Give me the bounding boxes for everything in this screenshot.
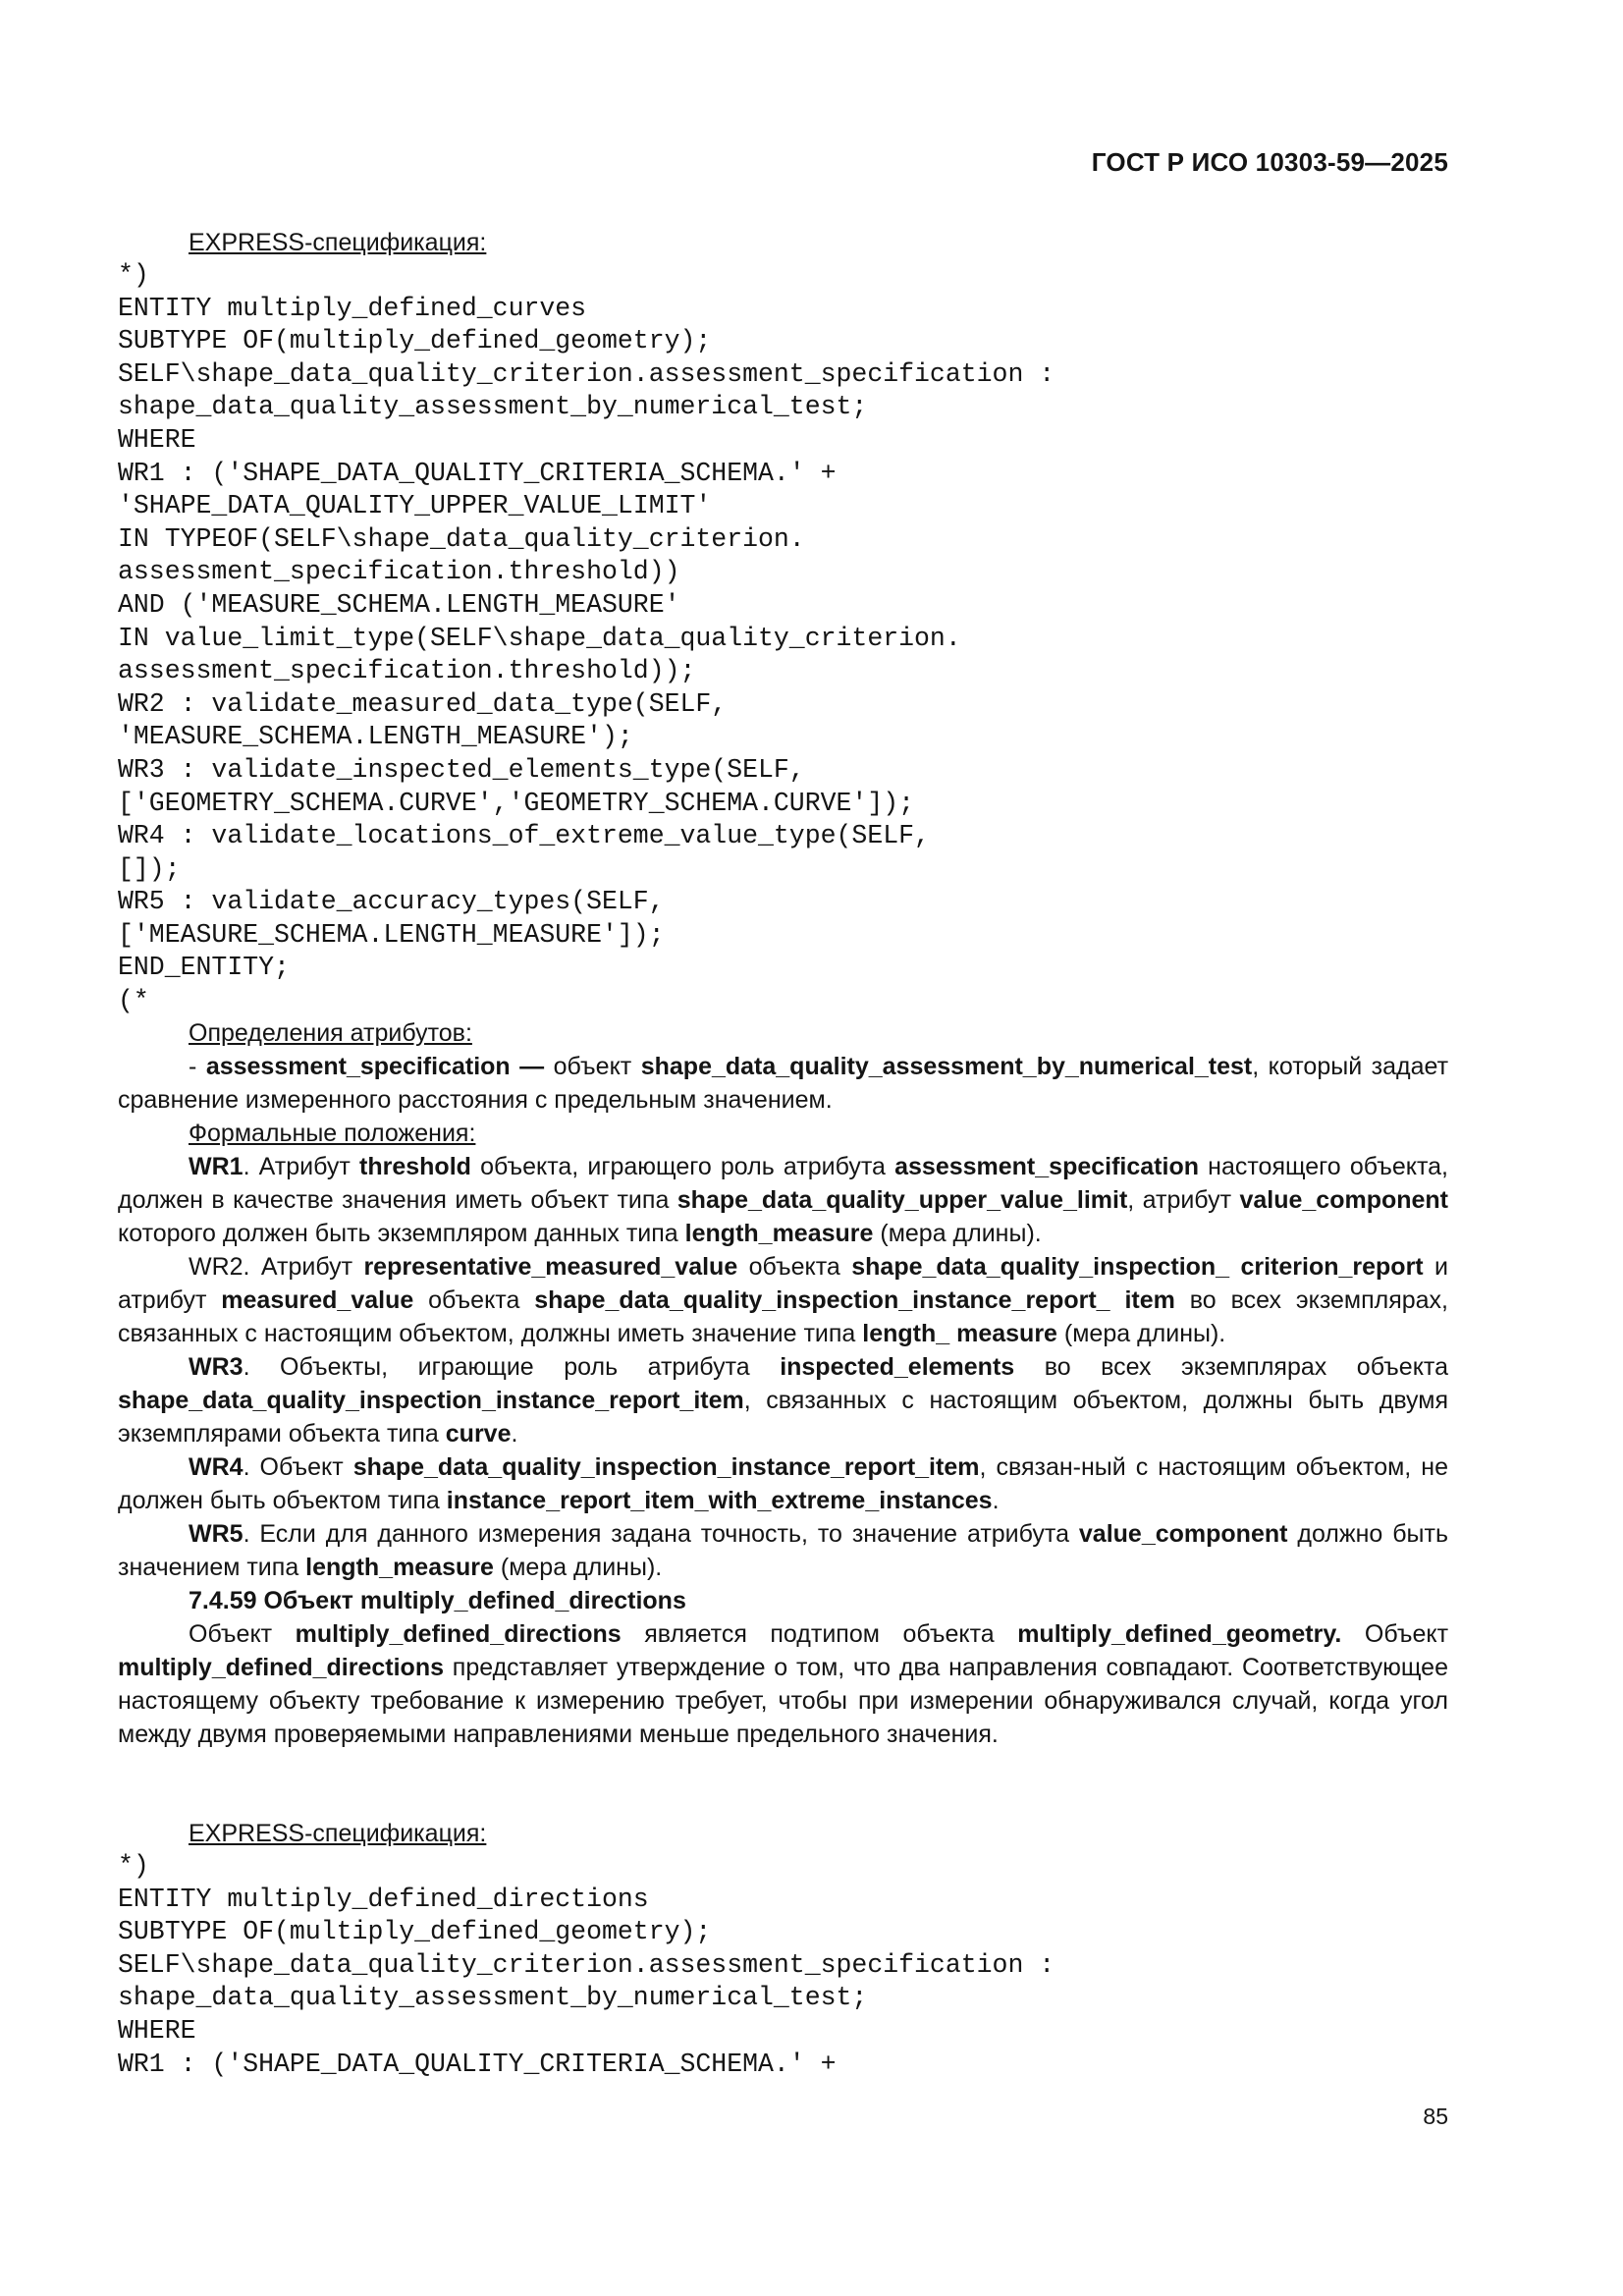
code-line: WR3 : validate_inspected_elements_type(SELF, <box>118 754 805 785</box>
express-spec-label: EXPRESS-спецификация: <box>189 229 487 256</box>
code-line: 'MEASURE_SCHEMA.LENGTH_MEASURE'); <box>118 722 633 752</box>
code-line: *) <box>118 260 149 290</box>
page-number: 85 <box>1423 2104 1448 2129</box>
express-block-2 <box>118 1817 1448 2081</box>
code-line: SUBTYPE OF(multiply_defined_geometry); <box>118 1917 712 1947</box>
code-listing-2 <box>118 1850 1448 2081</box>
rule-wr3: WR3. Объекты, играющие роль атрибута inspected_elements во всех экземплярах объекта shape_data_quality_inspection_instance_report_item, связанных с настоящим объектом, должны быть двумя экземплярами объекта типа curve. <box>118 1353 1449 1448</box>
code-line: WR4 : validate_locations_of_extreme_value_type(SELF, <box>118 821 930 851</box>
code-line: IN value_limit_type(SELF\shape_data_quality_criterion. <box>118 623 961 653</box>
code-line: assessment_specification.threshold)); <box>118 656 696 686</box>
attribute-definition: - assessment_specification — объект shape_data_quality_assessment_by_numerical_test, который задает сравнение измеренного расстояния с предельным значением. <box>118 1053 1449 1114</box>
section-heading: 7.4.59 Объект multiply_defined_directions <box>189 1587 686 1614</box>
code-line: WHERE <box>118 424 196 455</box>
formal-label: Формальные положения: <box>189 1120 476 1147</box>
code-line: ENTITY multiply_defined_directions <box>118 1884 649 1914</box>
rule-wr1: WR1. Атрибут threshold объекта, играющего роль атрибута assessment_specification настоящего объекта, должен в качестве значения иметь объект типа shape_data_quality_upper_value_limit, атрибут value_component которого должен быть экземпляром данных типа length_measure (мера длины). <box>118 1153 1449 1247</box>
entity-intro: Объект multiply_defined_directions является подтипом объекта multiply_defined_geometry. Объект multiply_defined_directions представляет утверждение о том, что два направления совпадают. Соответствующее настоящему объекту требование к измерению требует, чтобы при измерении обнаруживался случай, когда угол между двумя проверяемыми направлениями меньше предельного значения. <box>118 1620 1449 1748</box>
code-line: []); <box>118 853 181 884</box>
standard-header: ГОСТ Р ИСО 10303-59—2025 <box>1091 147 1448 177</box>
code-line: shape_data_quality_assessment_by_numerical_test; <box>118 392 868 422</box>
attributes-label: Определения атрибутов: <box>189 1019 472 1047</box>
code-line: shape_data_quality_assessment_by_numerical_test; <box>118 1983 868 2013</box>
code-line: SELF\shape_data_quality_criterion.assessment_specification : <box>118 1949 1055 1980</box>
code-line: ENTITY multiply_defined_curves <box>118 293 587 323</box>
code-line: WR1 : ('SHAPE_DATA_QUALITY_CRITERIA_SCHEMA.' + <box>118 458 837 488</box>
express-block-1 <box>118 226 1448 1018</box>
description-block <box>118 1016 1448 1751</box>
code-line: SUBTYPE OF(multiply_defined_geometry); <box>118 326 712 356</box>
code-line: 'SHAPE_DATA_QUALITY_UPPER_VALUE_LIMIT' <box>118 491 712 521</box>
code-line: WHERE <box>118 2015 196 2046</box>
code-line: WR5 : validate_accuracy_types(SELF, <box>118 887 665 917</box>
code-line: (* <box>118 986 149 1016</box>
code-line: WR2 : validate_measured_data_type(SELF, <box>118 688 728 719</box>
code-line: WR1 : ('SHAPE_DATA_QUALITY_CRITERIA_SCHEMA.' + <box>118 2049 837 2079</box>
rule-wr4: WR4. Объект shape_data_quality_inspection_instance_report_item, связан-ный с настоящим объектом, не должен быть объектом типа instance_report_item_with_extreme_instances. <box>118 1453 1448 1514</box>
code-line: assessment_specification.threshold)) <box>118 557 680 587</box>
code-listing-1 <box>118 259 1448 1018</box>
rule-wr5: WR5. Если для данного измерения задана точность, то значение атрибута value_component должно быть значением типа length_measure (мера длины). <box>118 1520 1448 1581</box>
code-line: END_ENTITY; <box>118 953 290 983</box>
rule-wr2: WR2. Атрибут representative_measured_value объекта shape_data_quality_inspection_ criterion_report и атрибут measured_value объекта shape_data_quality_inspection_instance_report_ item во всех экземплярах, связанных с настоящим объектом, должны иметь значение типа length_ measure (мера длины). <box>118 1253 1449 1347</box>
code-line: AND ('MEASURE_SCHEMA.LENGTH_MEASURE' <box>118 589 680 620</box>
express-spec-label-2: EXPRESS-спецификация: <box>189 1820 487 1847</box>
code-line: ['MEASURE_SCHEMA.LENGTH_MEASURE']); <box>118 919 665 950</box>
code-line: ['GEOMETRY_SCHEMA.CURVE','GEOMETRY_SCHEMA.CURVE']); <box>118 788 915 818</box>
code-line: SELF\shape_data_quality_criterion.assessment_specification : <box>118 358 1055 389</box>
code-line: *) <box>118 1851 149 1881</box>
code-line: IN TYPEOF(SELF\shape_data_quality_criterion. <box>118 523 805 554</box>
